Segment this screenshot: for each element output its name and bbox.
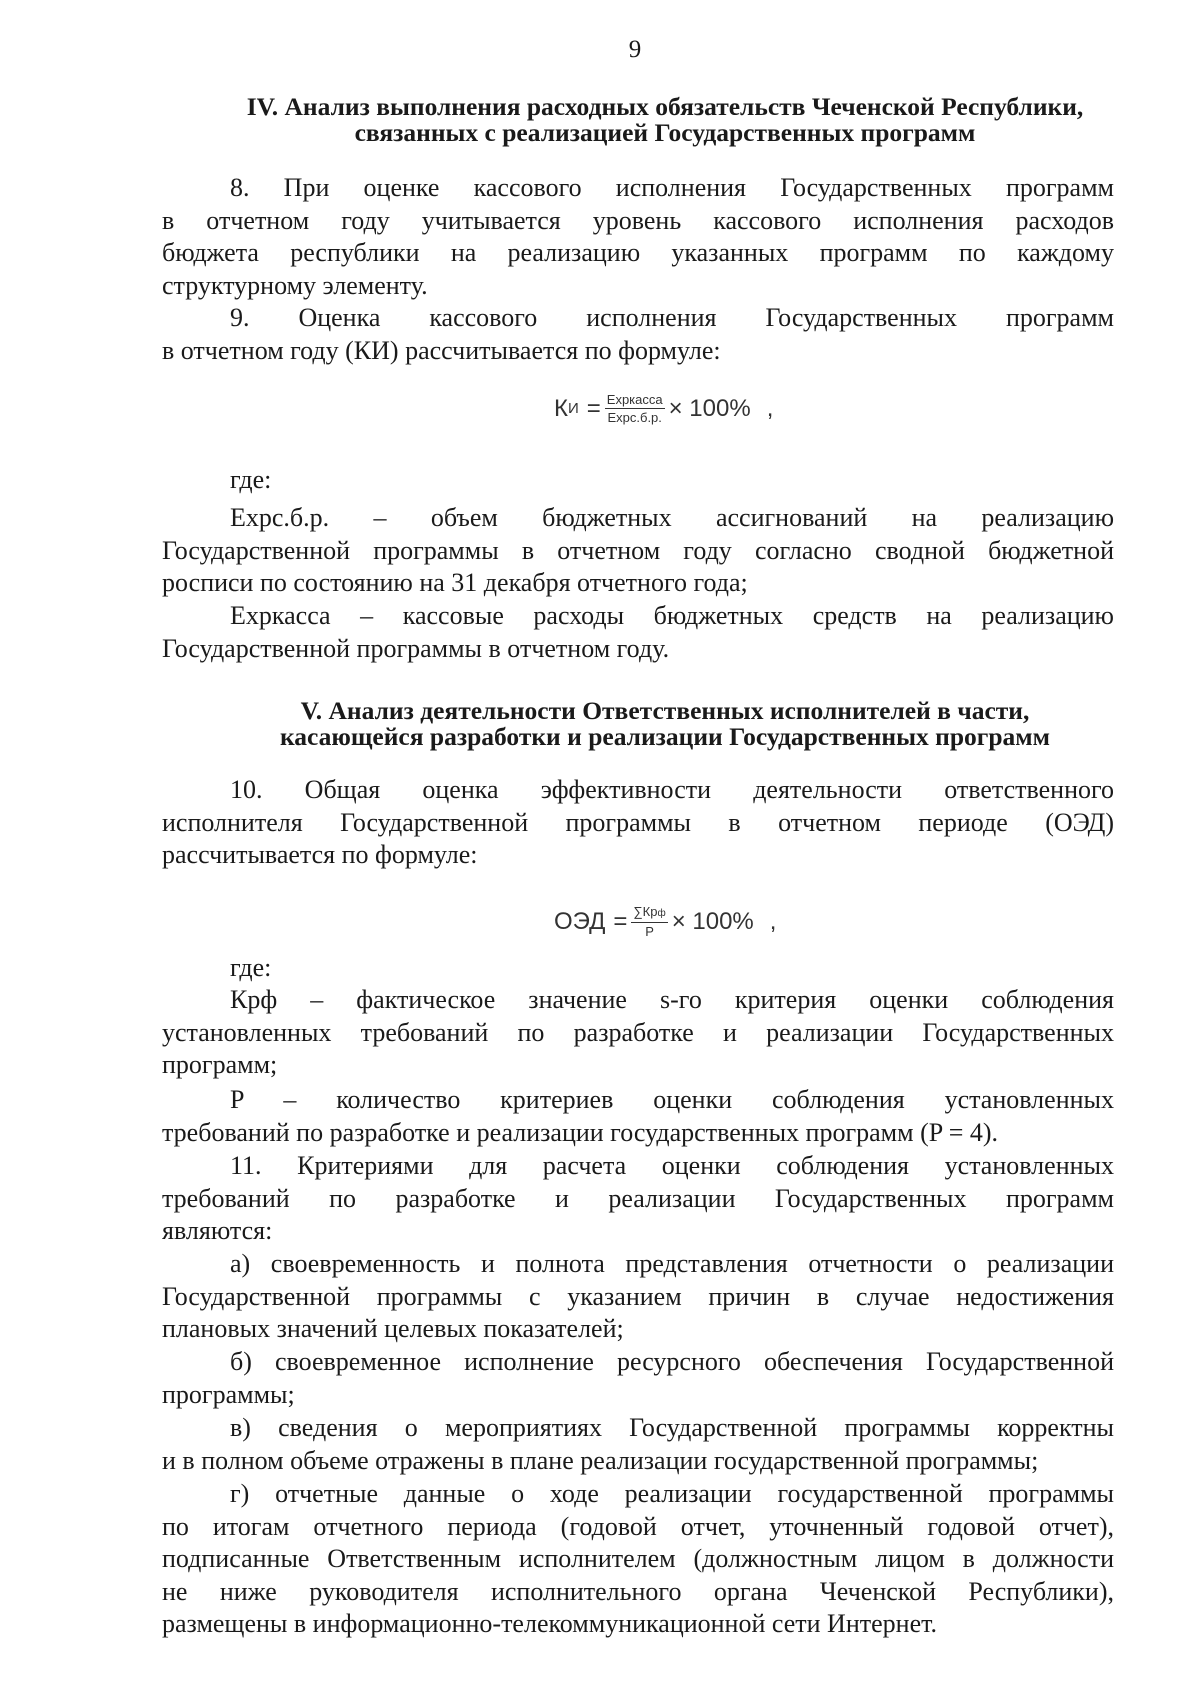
fraction-numerator: Expкасса — [606, 392, 663, 407]
definition-krf — [162, 984, 1114, 1082]
text-line: структурному элементу. — [162, 270, 428, 300]
text-line: Государственной программы в отчетном году согласно сводной бюджетной — [162, 535, 1114, 565]
text-line: Крф – фактическое значение s-го критерия оценки соблюдения — [230, 985, 1114, 1014]
text-line: б) своевременное исполнение ресурсного обеспечения Государственной — [230, 1347, 1114, 1376]
paragraph-10 — [162, 774, 1114, 872]
text-line: по итогам отчетного периода (годовой отчет, уточненный годовой отчет), — [162, 1511, 1114, 1541]
section-5-heading — [150, 698, 1180, 750]
text-line: росписи по состоянию на 31 декабря отчетного года; — [162, 568, 748, 597]
formula-multiplier: × 100% — [668, 394, 751, 422]
text-line: рассчитывается по формуле: — [162, 840, 478, 869]
where-label-1 — [162, 464, 1114, 497]
paragraph-11 — [162, 1150, 1114, 1248]
page-number: 9 — [628, 36, 642, 63]
where-label-2 — [162, 952, 1114, 985]
formula-lhs-subscript: И — [567, 400, 579, 417]
text-line: являются: — [162, 1216, 273, 1245]
text-line: требований по разработке и реализации Государственных программ — [162, 1183, 1114, 1213]
text-line: программ; — [162, 1050, 278, 1079]
text-line: установленных требований по разработке и реализации Государственных — [162, 1017, 1114, 1047]
formula-equals: = — [613, 907, 628, 935]
text-line: бюджета республики на реализацию указанных программ по каждому — [162, 238, 1114, 267]
text-line: исполнителя Государственной программы в отчетном периоде (ОЭД) — [162, 807, 1114, 837]
text-line: 9. Оценка кассового исполнения Государственных программ — [230, 303, 1114, 332]
heading-line: V. Анализ деятельности Ответственных исполнителей в части, — [300, 696, 1030, 725]
fraction-numerator — [631, 904, 667, 923]
text-line: P – количество критериев оценки соблюдения установленных — [230, 1085, 1114, 1114]
definition-expkassa — [162, 600, 1114, 665]
paragraph-9 — [162, 302, 1114, 367]
text-line: в отчетном году (КИ) рассчитывается по формуле: — [162, 335, 721, 365]
text-line: в) сведения о мероприятиях Государственной программы корректны — [230, 1413, 1114, 1442]
formula-fraction — [605, 392, 665, 425]
definition-expcbp — [162, 502, 1114, 600]
criterion-a — [162, 1248, 1114, 1346]
text-line: г) отчетные данные о ходе реализации государственной программы — [230, 1479, 1114, 1508]
text-line: где: — [230, 465, 272, 494]
text-line: подписанные Ответственным исполнителем (должностным лицом в должности — [162, 1544, 1114, 1573]
text-line: программы; — [162, 1379, 295, 1409]
paragraph-8 — [162, 172, 1114, 302]
formula-multiplier: × 100% — [671, 907, 754, 935]
text-line: Государственной программы с указанием причин в случае недостижения — [162, 1281, 1114, 1311]
text-line: и в полном объеме отражены в плане реализации государственной программы; — [162, 1445, 1039, 1475]
numerator-subscript: ф — [657, 908, 666, 919]
text-line: 8. При оценке кассового исполнения Государственных программ — [230, 173, 1114, 202]
text-line: Государственной программы в отчетном году. — [162, 633, 670, 663]
text-line: плановых значений целевых показателей; — [162, 1314, 624, 1343]
text-line: Expкасса – кассовые расходы бюджетных средств на реализацию — [230, 601, 1114, 630]
formula-lhs: ОЭД — [554, 907, 606, 935]
heading-line: касающейся разработки и реализации Государственных программ — [279, 722, 1051, 751]
formula-tail: , — [769, 907, 777, 935]
text-line: а) своевременность и полнота представления отчетности о реализации — [230, 1249, 1114, 1278]
numerator-text: ∑Кр — [633, 904, 658, 919]
section-4-heading — [150, 94, 1180, 146]
formula-oed — [554, 904, 776, 939]
text-line: Expc.б.p. – объем бюджетных ассигнований на реализацию — [230, 503, 1114, 532]
formula-lhs: К — [554, 394, 568, 422]
text-line: требований по разработке и реализации государственных программ (P = 4). — [162, 1117, 999, 1147]
definition-p — [162, 1084, 1114, 1149]
text-line: 10. Общая оценка эффективности деятельности ответственного — [230, 775, 1114, 804]
criterion-b — [162, 1346, 1114, 1411]
text-line: где: — [230, 953, 272, 982]
formula-fraction — [631, 904, 667, 939]
criterion-v — [162, 1412, 1114, 1477]
fraction-denominator: P — [645, 924, 654, 939]
criterion-g — [162, 1478, 1114, 1641]
fraction-denominator: Expc.б.p. — [607, 410, 662, 425]
formula-tail: , — [766, 394, 774, 422]
text-line: в отчетном году учитывается уровень кассового исполнения расходов — [162, 205, 1114, 235]
formula-ki — [554, 392, 773, 425]
text-line: 11. Критериями для расчета оценки соблюдения установленных — [230, 1151, 1114, 1180]
formula-equals: = — [586, 394, 601, 422]
text-line: не ниже руководителя исполнительного органа Чеченской Республики), — [162, 1576, 1114, 1606]
text-line: размещены в информационно-телекоммуникационной сети Интернет. — [162, 1609, 938, 1638]
heading-line: связанных с реализацией Государственных программ — [354, 118, 976, 147]
heading-line: IV. Анализ выполнения расходных обязательств Чеченской Республики, — [246, 92, 1084, 121]
